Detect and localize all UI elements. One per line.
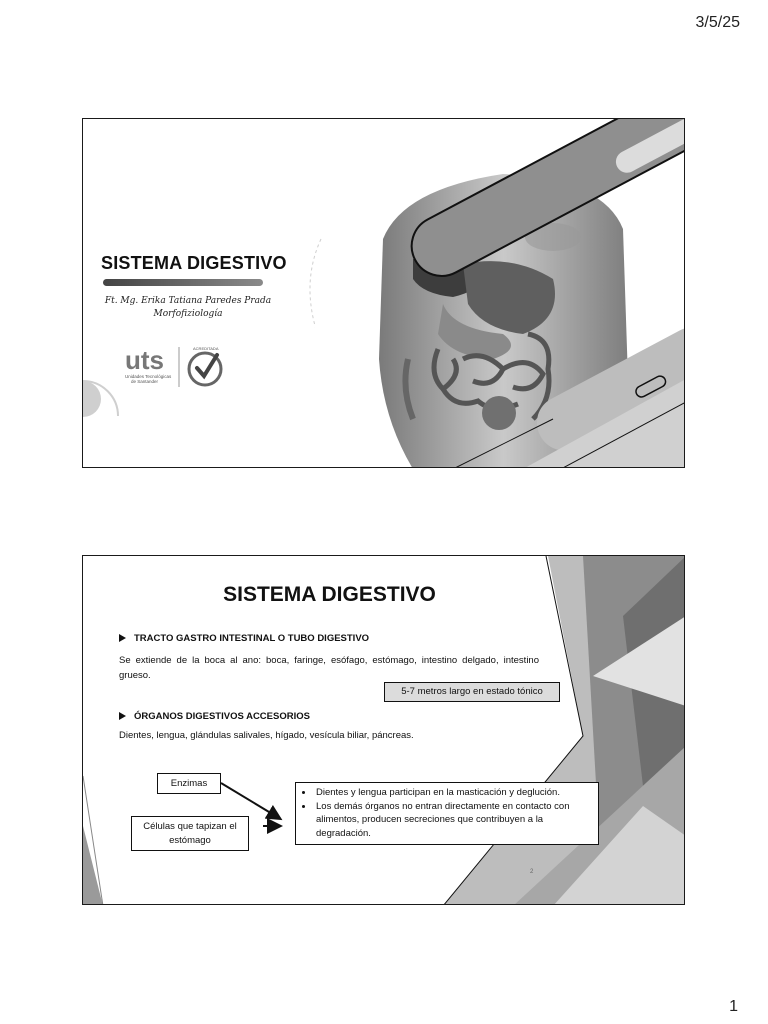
slide-1-artwork [83,119,685,468]
slide-number: 2 [530,869,534,875]
title-underline-bar [103,279,263,286]
logo-uts-text: uts [125,345,164,375]
enzimas-box: Enzimas [157,773,221,794]
slide-1[interactable] [82,118,685,468]
seal-text: ACREDITADA [193,346,219,351]
left-half-circle [83,381,101,417]
connector-arrows [83,556,685,905]
slide-2[interactable] [82,555,685,905]
dark-circle [482,396,516,430]
paragraph-tracto: Se extiende de la boca al ano: boca, faringe, esófago, estómago, intestino delgado, intestino grueso. [119,655,539,681]
enzimas-arrow [221,783,279,818]
paragraph-organos: Dientes, lengua, glándulas salivales, hígado, vesícula biliar, páncreas. [119,730,414,741]
page-number: 1 [729,998,738,1015]
length-note-box: 5-7 metros largo en estado tónico [384,682,560,702]
uts-logo [121,341,239,391]
bullet-organos-text: ÓRGANOS DIGESTIVOS ACCESORIOS [134,711,310,722]
course-name: Morfofiziología [153,309,223,319]
logo-caption-1: Unidades Tecnológicas [125,374,172,379]
author-block [103,295,273,321]
bullet-tracto-text: TRACTO GASTRO INTESTINAL O TUBO DIGESTIVO [134,633,370,644]
page-date: 3/5/25 [695,14,740,31]
slide-1-title: SISTEMA DIGESTIVO [101,253,287,273]
author-name: Ft. Mg. Erika Tatiana Paredes Prada [104,296,272,306]
logo-caption-2: de Santander [131,379,159,384]
list-item: • Los demás órganos no entran directamente en contacto con alimentos, producen secreciones que contribuyen a la degradación. [314,800,592,841]
slide-2-title: SISTEMA DIGESTIVO [223,583,436,606]
list-item: • Dientes y lengua participan en la masticación y deglución. [314,786,592,800]
celulas-box: Células que tapizan el estómago [131,816,249,851]
